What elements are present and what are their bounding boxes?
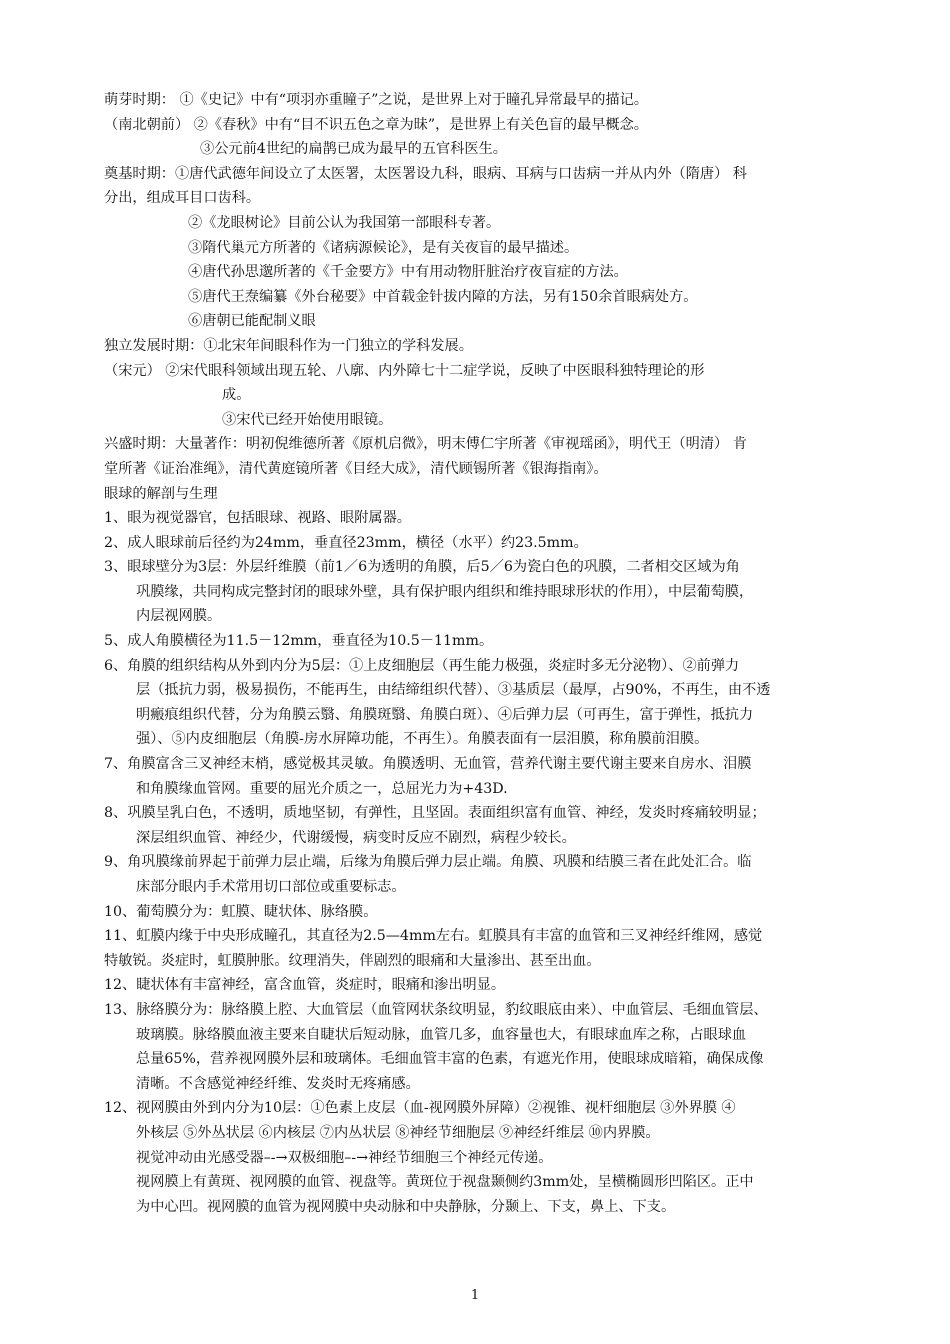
list-item: 13、脉络膜分为：脉络膜上腔、大血管层（血管网状条纹明显，豹纹眼底由来）、中血管层、毛细血管层、 [104, 1001, 768, 1018]
list-item: 10、葡萄膜分为：虹膜、睫状体、脉络膜。 [104, 903, 378, 920]
text-line: 奠基时期：①唐代武德年间设立了太医署，太医署设九科，眼病、耳病与口齿病一并从内外（隋唐） 科 [104, 165, 747, 182]
text-line: 成。 [222, 387, 251, 404]
section-heading: 眼球的解剖与生理 [104, 485, 218, 502]
list-item: 3、眼球壁分为3层：外层纤维膜（前1／6为透明的角膜，后5／6为瓷白色的巩膜，二者相交区域为角 [104, 559, 740, 576]
list-item: 8、巩膜呈乳白色，不透明，质地坚韧，有弹性，且坚固。表面组织富有血管、神经，发炎时疼痛较明显； [104, 805, 766, 822]
list-item-continuation: 清晰。不含感觉神经纤维、发炎时无疼痛感。 [136, 1075, 420, 1092]
list-item-continuation: 玻璃膜。脉络膜血液主要来自睫状后短动脉，血管几多，血容量也大，有眼球血库之称，占眼球血 [136, 1026, 747, 1043]
text-line: 分出，组成耳目口齿科。 [104, 190, 261, 207]
page-content [104, 88, 860, 1219]
page-number: 1 [470, 1288, 480, 1303]
text-line: 兴盛时期：大量著作：明初倪维德所著《原机启微》，明末傅仁宇所著《审视瑶函》，明代王（明清） 肯 [104, 436, 747, 453]
text-line: 堂所著《证治准绳》，清代黄庭镜所著《目经大成》，清代顾锡所著《银海指南》。 [104, 460, 608, 477]
text-line: ③公元前4世纪的扁鹊已成为最早的五官科医生。 [200, 141, 507, 158]
list-item: 5、成人角膜横径为11.5－12mm，垂直径为10.5－11mm。 [104, 633, 494, 650]
list-item-continuation: 层（抵抗力弱，极易损伤，不能再生，由结缔组织代替）、③基质层（最厚，占90%，不再生，由不透 [136, 682, 771, 699]
text-line: ⑤唐代王焘编纂《外台秘要》中首载金针拔内障的方法，另有150余首眼病处方。 [188, 288, 698, 305]
list-item: 6、角膜的组织结构从外到内分为5层：①上皮细胞层（再生能力极强，炎症时多无分泌物）、②前弹力 [104, 657, 740, 674]
list-item: 1、眼为视觉器官，包括眼球、视路、眼附属器。 [104, 510, 411, 527]
list-item-continuation: 视网膜上有黄斑、视网膜的血管、视盘等。黄斑位于视盘颞侧约3mm处，呈横椭圆形凹陷区。正中 [136, 1174, 754, 1191]
text-line: 独立发展时期：①北宋年间眼科作为一门独立的学科发展。 [104, 337, 473, 354]
text-line: ⑥唐朝已能配制义眼 [188, 313, 316, 330]
list-item: 12、睫状体有丰富神经，富含血管，炎症时，眼痛和渗出明显。 [104, 977, 506, 994]
list-item-continuation: 内层视网膜。 [136, 608, 222, 625]
list-item-continuation: 总量65%，营养视网膜外层和玻璃体。毛细血管丰富的色素，有遮光作用，使眼球成暗箱，确保成像 [136, 1051, 764, 1068]
list-item: 11、虹膜内缘于中央形成瞳孔，其直径为2.5—4mm左右。虹膜具有丰富的血管和三叉神经纤维网，感觉 [104, 928, 763, 945]
list-item-continuation: 深层组织血管、神经少，代谢缓慢，病变时反应不剧烈，病程少较长。 [136, 829, 576, 846]
list-item-continuation: 为中心凹。视网膜的血管为视网膜中央动脉和中央静脉，分颞上、下支，鼻上、下支。 [136, 1198, 676, 1215]
text-line: （南北朝前） ②《春秋》中有“目不识五色之章为昧”，是世界上有关色盲的最早概念。 [104, 116, 648, 133]
list-item-continuation: 强）、⑤内皮细胞层（角膜-房水屏障功能，不再生）。角膜表面有一层泪膜，称角膜前泪膜。 [136, 731, 709, 748]
list-item-continuation: 视觉冲动由光感受器–-→双极细胞–-→神经节细胞三个神经元传递。 [136, 1149, 553, 1166]
list-item-continuation: 和角膜缘血管网。重要的屈光介质之一，总屈光力为+43D. [136, 780, 508, 797]
list-item: 9、角巩膜缘前界起于前弹力层止端，后缘为角膜后弹力层止端。角膜、巩膜和结膜三者在此处汇合。临 [104, 854, 752, 871]
text-line: （宋元） ②宋代眼科领域出现五轮、八廓、内外障七十二症学说，反映了中医眼科独特理论的形 [104, 362, 705, 379]
text-line: ③隋代巢元方所著的《诸病源候论》，是有关夜盲的最早描述。 [188, 239, 579, 256]
list-item-continuation: 外核层 ⑤外丛状层 ⑥内核层 ⑦内丛状层 ⑧神经节细胞层 ⑨神经纤维层 ⑩内界膜。 [136, 1124, 660, 1141]
text-line: ③宋代已经开始使用眼镜。 [222, 411, 393, 428]
text-line: ④唐代孙思邈所著的《千金要方》中有用动物肝脏治疗夜盲症的方法。 [188, 264, 628, 281]
text-line: ②《龙眼树论》目前公认为我国第一部眼科专著。 [188, 214, 501, 231]
list-item-continuation: 巩膜缘，共同构成完整封闭的眼球外壁，具有保护眼内组织和维持眼球形状的作用），中层葡萄膜， [136, 583, 754, 600]
list-item-continuation: 特敏锐。炎症时，虹膜肿胀。纹理消失，伴剧烈的眼痛和大量渗出、甚至出血。 [104, 952, 601, 969]
list-item: 7、角膜富含三叉神经末梢，感觉极其灵敏。角膜透明、无血管，营养代谢主要代谢主要来自房水、泪膜 [104, 756, 752, 773]
list-item: 12、视网膜由外到内分为10层：①色素上皮层（血-视网膜外屏障）②视锥、视杆细胞层 ③外界膜 ④ [104, 1100, 736, 1117]
list-item-continuation: 明瘢痕组织代替，分为角膜云翳、角膜斑翳、角膜白斑）、④后弹力层（可再生，富于弹性，抵抗力 [136, 706, 754, 723]
list-item-continuation: 床部分眼内手术常用切口部位或重要标志。 [136, 879, 406, 895]
list-item: 2、成人眼球前后径约为24mm，垂直径23mm，横径（水平）约23.5mm。 [104, 534, 588, 551]
text-line: 萌芽时期： ①《史记》中有“项羽亦重瞳子”之说，是世界上对于瞳孔异常最早的描记。 [104, 92, 648, 108]
